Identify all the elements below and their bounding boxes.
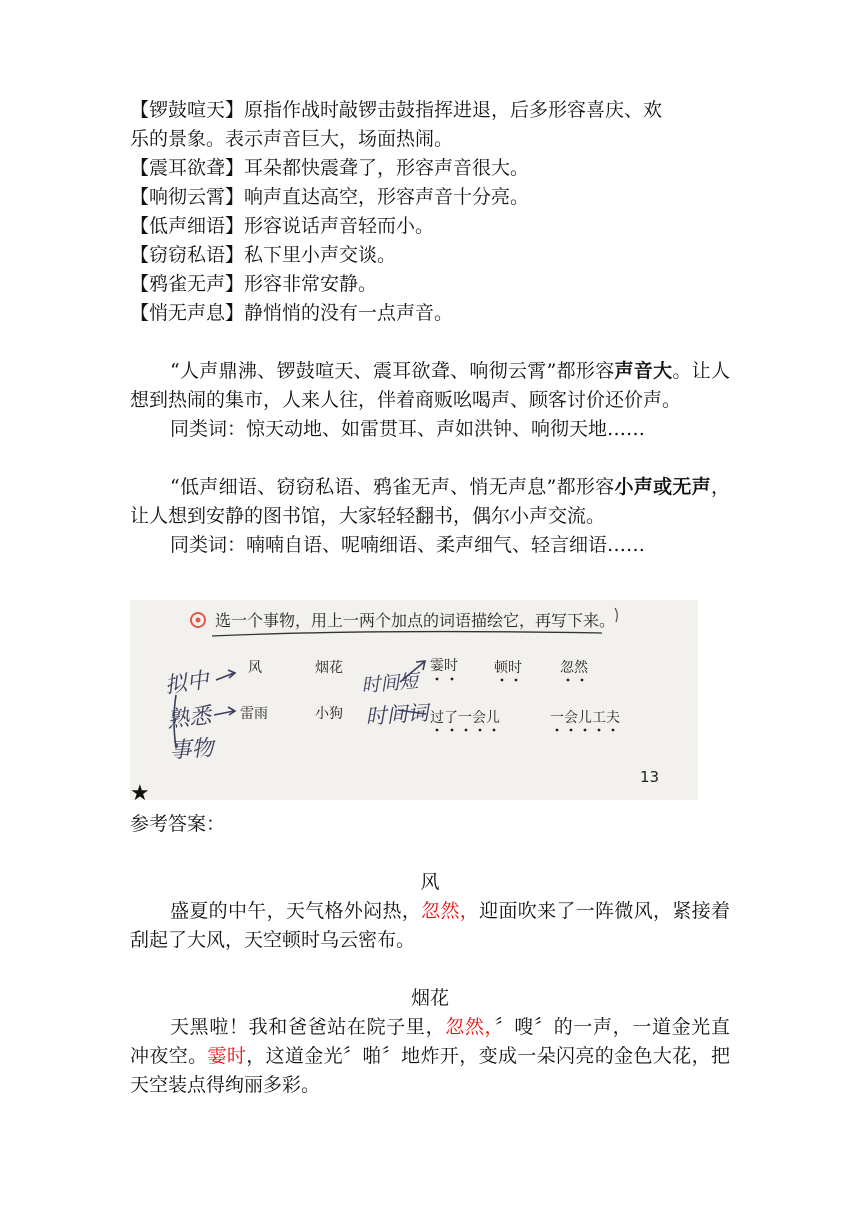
similar-loud: 同类词：惊天动地、如雷贯耳、声如洪钟、响彻天地…… bbox=[170, 418, 646, 440]
definition-text: 形容非常安静。 bbox=[244, 273, 378, 295]
word-thunderstorm: 雷雨 bbox=[240, 706, 268, 722]
answers-section bbox=[130, 810, 730, 1100]
word-immediately: 顿时 bbox=[494, 660, 522, 676]
definition-term: 【响彻云霄】 bbox=[130, 186, 245, 208]
definition-line bbox=[130, 212, 730, 241]
quiet-paragraph bbox=[130, 473, 730, 531]
answer-title-fireworks: 烟花 bbox=[410, 987, 449, 1009]
answer2-highlight-1: 忽然， bbox=[445, 1016, 495, 1038]
definition-term: 【悄无声息】 bbox=[130, 302, 245, 324]
text-body bbox=[130, 96, 730, 560]
word-fireworks: 烟花 bbox=[315, 660, 343, 676]
loud-post: 。让人想到热闹的集市，人来人往，伴着商贩吆喝声、顾客讨价还价声。 bbox=[130, 360, 730, 411]
word-instantly: 霎时 bbox=[430, 658, 458, 674]
answer1-highlight: 忽然， bbox=[421, 900, 480, 922]
answer-paragraph-fireworks bbox=[130, 1013, 730, 1100]
word-suddenly: 忽然 bbox=[560, 660, 588, 676]
quiet-keyword: 小声或无声 bbox=[614, 476, 711, 498]
quiet-pre: “低声细语、窃窃私语、鸦雀无声、悄无声息”都形容 bbox=[170, 476, 615, 498]
definition-line bbox=[130, 183, 730, 212]
loud-paragraph bbox=[130, 357, 730, 415]
answer2-post: ，这道金光〞啪〞地炸开，变成一朵闪亮的金色大花，把天空装点得绚丽多彩。 bbox=[130, 1045, 730, 1096]
definition-line bbox=[130, 154, 730, 183]
answer-title-wind: 风 bbox=[420, 871, 440, 893]
definition-text: 私下里小声交谈。 bbox=[244, 244, 397, 266]
definition-text: 静悄悄的没有一点声音。 bbox=[244, 302, 454, 324]
textbook-photo bbox=[130, 600, 698, 800]
answer-paragraph-wind bbox=[130, 897, 730, 955]
handwriting-note: 时间短 bbox=[360, 670, 420, 697]
answer-label: 参考答案： bbox=[130, 813, 226, 835]
exercise-instruction: 选一个事物，用上一两个加点的词语描绘它，再写下来。 bbox=[215, 611, 616, 630]
definition-text: 耳朵都快震聋了，形容声音很大。 bbox=[244, 157, 530, 179]
similar-quiet: 同类词：喃喃自语、呢喃细语、柔声细气、轻言细语…… bbox=[170, 534, 646, 556]
handwriting-note: 拟中 bbox=[163, 668, 211, 699]
handwriting-note: 事物 bbox=[168, 735, 215, 764]
definition-line bbox=[130, 96, 730, 125]
word-wind: 风 bbox=[248, 660, 262, 676]
word-puppy: 小狗 bbox=[315, 706, 343, 722]
answer2-highlight-2: 霎时 bbox=[207, 1045, 247, 1067]
definition-text: 原指作战时敲锣击鼓指挥进退，后多形容喜庆、欢 bbox=[244, 99, 663, 121]
loud-keyword: 声音大 bbox=[614, 360, 673, 382]
definition-term: 【震耳欲聋】 bbox=[130, 157, 245, 179]
word-in-a-moment: 一会儿工夫 bbox=[550, 710, 620, 726]
word-after-a-while: 过了一会儿 bbox=[430, 710, 500, 726]
definition-line bbox=[130, 241, 730, 270]
handwriting-note: 熟悉 bbox=[166, 703, 213, 733]
definition-term: 【锣鼓喧天】 bbox=[130, 99, 245, 121]
definition-line bbox=[130, 125, 730, 154]
definition-text: 形容说话声音轻而小。 bbox=[244, 215, 435, 237]
quiet-post: ，让人想到安静的图书馆，大家轻轻翻书，偶尔小声交流。 bbox=[130, 476, 730, 527]
definition-text: 乐的景象。表示声音巨大，场面热闹。 bbox=[130, 128, 454, 150]
definition-term: 【窃窃私语】 bbox=[130, 244, 245, 266]
handwriting-note: 时间词 bbox=[364, 700, 430, 729]
definition-line bbox=[130, 299, 730, 328]
answer1-post: 迎面吹来了一阵微风，紧接着刮起了大风，天空顿时乌云密布。 bbox=[130, 900, 730, 951]
definition-line bbox=[130, 270, 730, 299]
loud-pre: “人声鼎沸、锣鼓喧天、震耳欲聋、响彻云霄”都形容 bbox=[170, 360, 615, 382]
definition-text: 响声直达高空，形容声音十分亮。 bbox=[244, 186, 530, 208]
definition-term: 【低声细语】 bbox=[130, 215, 245, 237]
answer2-pre: 天黑啦！我和爸爸站在院子里， bbox=[170, 1016, 446, 1038]
page-number: 13 bbox=[640, 768, 660, 786]
star-icon: ★ bbox=[130, 781, 150, 806]
answer1-pre: 盛夏的中午，天气格外闷热， bbox=[170, 900, 422, 922]
answer2-mid: 〞嗖〞的一声，一道金光直冲夜空。 bbox=[130, 1016, 730, 1067]
definition-term: 【鸦雀无声】 bbox=[130, 273, 245, 295]
textbook-photo-svg bbox=[130, 600, 698, 800]
